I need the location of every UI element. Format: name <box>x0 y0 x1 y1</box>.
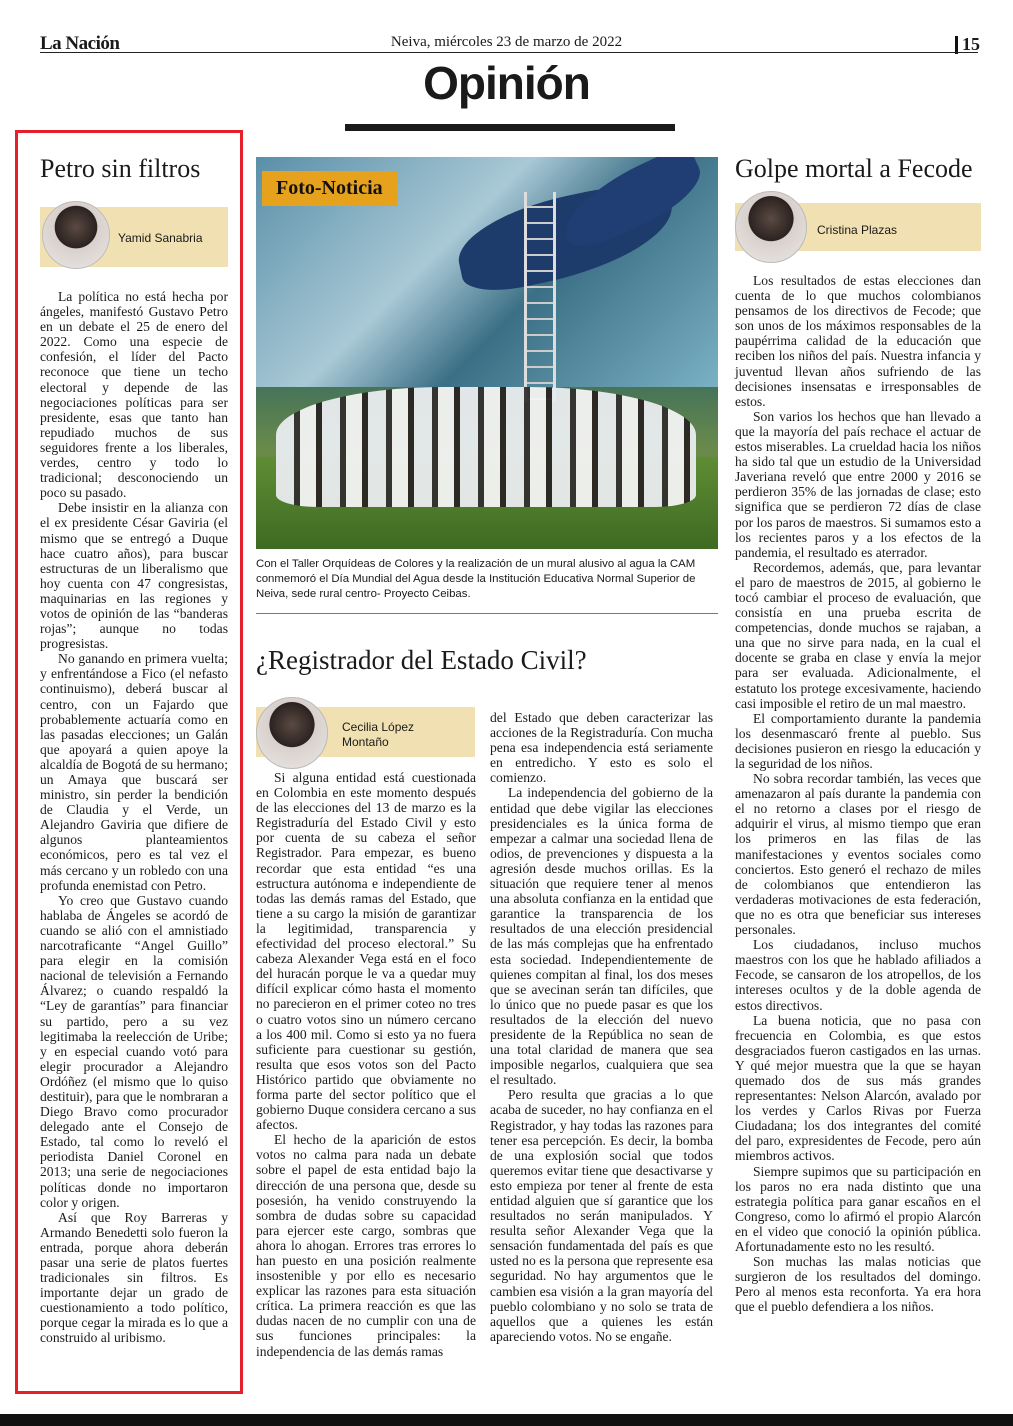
paragraph: No ganando en primera vuelta; y enfrentándose a Fico (el nefasto continuismo), deberá buscar al centro, con un Fajardo que probablemente actuaría como en las pasadas elecciones; un Galán que apoyará a quien apoye la alcaldía de Bogotá de su hermano; un Amaya que buscará ser ministro, sin perder la bendición de Claudia y el Verde, un Alejandro Gaviria que difiere de algunos planteamientos económicos, pero es tal vez el más cercano y un robledo con una profunda enemistad con Petro. <box>40 651 228 893</box>
paragraph: Si alguna entidad está cuestionada en Colombia en este momento después de las elecciones del 13 de marzo es la Registraduría del Estado Civil y esto por cuenta de su cabeza el señor Registrador. Para empezar, es bueno recordar que esta entidad “es una estructura autónoma e independiente de todas las demás ramas del Estado, que tiene a su cargo la misión de garantizar la legitimidad, transparencia y efectividad del proceso electoral.” Su cabeza Alexander Vega está en el foco del huracán porque le va a quedar muy difícil explicar cómo hasta el momento no parecieron en el primer coteo no tres o cuatro votos sino un número cercano a los 400 mil. Como si esto ya no fuera suficiente para cuestionar su gestión, resulta que esos votos son del Pacto Histórico partido que obviamente no forma parte del sector político que el gobierno Duque considera cercano a sus afectos. <box>256 770 476 1133</box>
paragraph: del Estado que deben caracterizar las acciones de la Registraduría. Con mucha pena esa independencia está seriamente en entredicho. Y esto es solo el comienzo. <box>490 710 713 786</box>
paragraph: Los ciudadanos, incluso muchos maestros con los que he hablado afiliados a Fecode, se cansaron de los atropellos, de los intereses ocultos y de la doble agenda de estos directivos. <box>735 937 981 1013</box>
byline-box <box>256 707 475 757</box>
author-name: Cristina Plazas <box>817 223 898 237</box>
byline-box <box>735 203 981 251</box>
paragraph: El hecho de la aparición de estos votos no calma para nada un debate sobre el papel de esta entidad bajo la dirección de una persona que, desde su posesión, ha venido construyendo la sombra de dudas sobre su capacidad para ejercer este cargo, sombras que ahora lo ahogan. Errores tras errores lo han puesto en una posición realmente insostenible y por ello es necesario explicar las razones para esta situación crítica. La primera reacción es que las dudas nacen de no cumplir con una de sus funciones principales: la independencia de las demás ramas <box>256 1132 476 1359</box>
paragraph: Pero resulta que gracias a lo que acaba de suceder, no hay confianza en el Registrador, y hay todas las razones para tener esa percepción. Es decir, la bomba de una explosión social que todos queremos evitar tiene que desactivarse y esto empieza por tener al frente de esta entidad alguien que sí garantice que los resultados no serán manipulados. Y resulta señor Alexander Vega que la sensación fundamentada del país es que usted no es la persona que represente esa seguridad. No hay argumentos que le cambien esa visión a la gran mayoría del pueblo colombiano y no solo se trata de aquellos que a quienes les están apareciendo votos. No se engañe. <box>490 1087 713 1344</box>
photo-tag: Foto-Noticia <box>262 171 397 206</box>
photo-caption: Con el Taller Orquídeas de Colores y la realización de un mural alusivo al agua la CAM conmemoró el Día Mundial del Agua desde la Institución Educativa Normal Superior de Neiva, sede rural centro- Proyecto Ceibas. <box>256 558 696 600</box>
headline-fecode: Golpe mortal a Fecode <box>735 154 973 183</box>
paragraph: Los resultados de estas elecciones dan cuenta de lo que muchos colombianos pensamos de los directivos de Fecode; que son unos de los máximos responsables de la paupérrima calidad de la educación que reciben los niños del país. Nuestra infancia y juventud llevan años sufriendo de las decisiones insensatas e irresponsables de estos. <box>735 273 981 409</box>
paragraph: Son muchas las malas noticias que surgieron de los resultados del domingo. Pero al menos esta reconforta. Ya era hora que el pueblo defendiera a los niños. <box>735 1254 981 1315</box>
author-photo <box>256 697 328 769</box>
section-rule <box>345 124 675 131</box>
news-photo <box>256 157 718 549</box>
column-petro <box>40 155 228 1346</box>
paragraph: La buena noticia, que no pasa con frecuencia en Colombia, es que estos desgraciados fueron castigados en las urnas. Y qué mejor muestra que la que se hayan quemado dos de sus más grandes representantes: Nelson Alarcón, avalado por los verdes y Carlos Rivas por Fuerza Ciudadana; los dos integrantes del comité del paro, expresidentes de Fecode, pero aún miembros activos. <box>735 1012 981 1164</box>
section-title: Opinión <box>423 57 590 109</box>
paragraph: Debe insistir en la alianza con el ex presidente César Gaviria (el mismo que se entregó a Duque hace cuatro años), para buscar estructuras de un liberalismo que hoy cuenta con 47 congresistas, maquinarias en las regiones y votos de opinión de las “banderas rojas”; aunque no todas progresistas. <box>40 500 228 652</box>
paragraph: Yo creo que Gustavo cuando hablaba de Ángeles se acordó de cuando se alió con el amnistiado narcotraficante “Angel Guillo” para elegir en la comisión nacional de televisión a Fernando Álvarez; o cuando respaldó la “Ley de garantías” para financiar su partido, pero a su vez legitimaba la reelección de Uribe; y en especial cuando votó para elegir procurador a Alejandro Ordóñez (el mismo que lo quiso destituir), para que le nombraran a Diego Bravo como procurador delegado ante el Consejo de Estado, tal como lo reveló el periodista Daniel Coronel en 2013; una serie de negociaciones políticas donde no importaron color y origen. <box>40 892 228 1210</box>
byline-background <box>256 707 475 757</box>
paragraph: El comportamiento durante la pandemia los desenmascaró frente al pueblo. Sus decisiones pusieron en riesgo la educación y la seguridad de los niños. <box>735 710 981 771</box>
page-number: 15 <box>962 34 980 54</box>
paragraph: La política no está hecha por ángeles, manifestó Gustavo Petro en un debate el 25 de enero del 2022. Como una especie de confesión, el líder del Pacto reconoce que tiene un techo electoral y depende de las negociaciones políticas para ser presidente, esas que tanto han repudiado muchos de sus seguidores frente a los liberales, verdes, centro y todo lo tradicional; desconociendo un poco su pasado. <box>40 289 228 501</box>
newspaper-logo: La Nación <box>40 33 120 54</box>
article-body <box>40 289 228 1346</box>
paragraph: Recordemos, además, que, para levantar el paro de maestros de 2015, al gobierno le tocó cambiar el proceso de evaluación, que consistía en una prueba escrita de competencias, donde muchos se rajaban, a una que no sirve para nada, en la cual el docente se graba en clase y envía la mejor para ser evaluada. Adicionalmente, el estatuto los protege excesivamente, haciendo casi imposible el retiro de un mal maestro. <box>735 559 981 711</box>
paragraph: Son varios los hechos que han llevado a que la mayoría del país rechace el actuar de estos miserables. La crueldad hacia los niños ha sido tal que un estudio de la Universidad Javeriana reveló que entre 2000 y 2016 se perdieron 35% de las jornadas de clase; esto significa que se perdieron 72 días de clase por los paros de maestros. Si sumamos esto a los recientes paros y a los efectos de la pandemia, el resultado es aterrador. <box>735 408 981 560</box>
paragraph: Siempre supimos que su participación en los paros no era nada distinto que una estrategia política para ganar escaños en el Congreso, como lo afirmó el propio Alarcón en el video que conoció la opinión pública. Afortunadamente esto no les resultó. <box>735 1163 981 1254</box>
paragraph: La independencia del gobierno de la entidad que debe vigilar las elecciones presidenciales es la única forma de empezar a calmar una sociedad llena de odios, de prevenciones y dispuesta a la agresión desde muchos orillas. Es la situación que requiere tener al menos una absoluta confianza en la entidad que garantice la transparencia de los resultados de una elección presidencial de las más complejas que ha enfrentado esta sociedad. Independientemente de quienes compitan al final, los dos meses que se avecinan serán tan difíciles, que lo único que no puede pasar es que los resultados de la elección del nuevo presidente de la República no sean de una total claridad de manera que sea imposible negarlos, cualquiera que sea el resultado. <box>490 785 713 1088</box>
article-body-col-a <box>256 770 476 1359</box>
students-group <box>276 387 696 507</box>
masthead-rule <box>40 52 978 53</box>
caption-rule <box>256 613 718 614</box>
paragraph: No sobra recordar también, las veces que amenazaron al país durante la pandemia con el no retorno a clases por el riesgo de adquirir el virus, al mismo tiempo que eran los primeros en las filas de las manifestaciones y eventos sociales como conciertos. Esto generó el rechazo de miles de colombianos que entendieron las verdaderas motivaciones de esta federación, que no es otra que beneficiar sus intereses personales. <box>735 771 981 938</box>
headline-petro: Petro sin filtros <box>40 154 201 183</box>
article-body <box>735 273 981 1314</box>
author-name: Yamid Sanabria <box>118 231 203 245</box>
byline-box <box>40 207 228 267</box>
paragraph: Así que Roy Barreras y Armando Benedetti solo fueron la entrada, porque ahora deberán pasar una serie de platos fuertes tradicionales sin filtros. Es importante dejar un grado de cuestionamiento a todo político, porque cegar la mirada es lo que a construido al uribismo. <box>40 1209 228 1346</box>
author-photo <box>735 191 807 263</box>
column-fecode <box>735 155 981 1314</box>
headline-registrador: ¿Registrador del Estado Civil? <box>256 645 587 675</box>
bottom-bar <box>0 1414 1013 1426</box>
dateline: Neiva, miércoles 23 de marzo de 2022 <box>390 34 623 50</box>
author-name: Cecilia López Montaño <box>342 720 415 749</box>
article-body-col-b <box>490 710 713 1344</box>
ladder-shape <box>524 192 556 402</box>
author-photo <box>42 201 110 269</box>
